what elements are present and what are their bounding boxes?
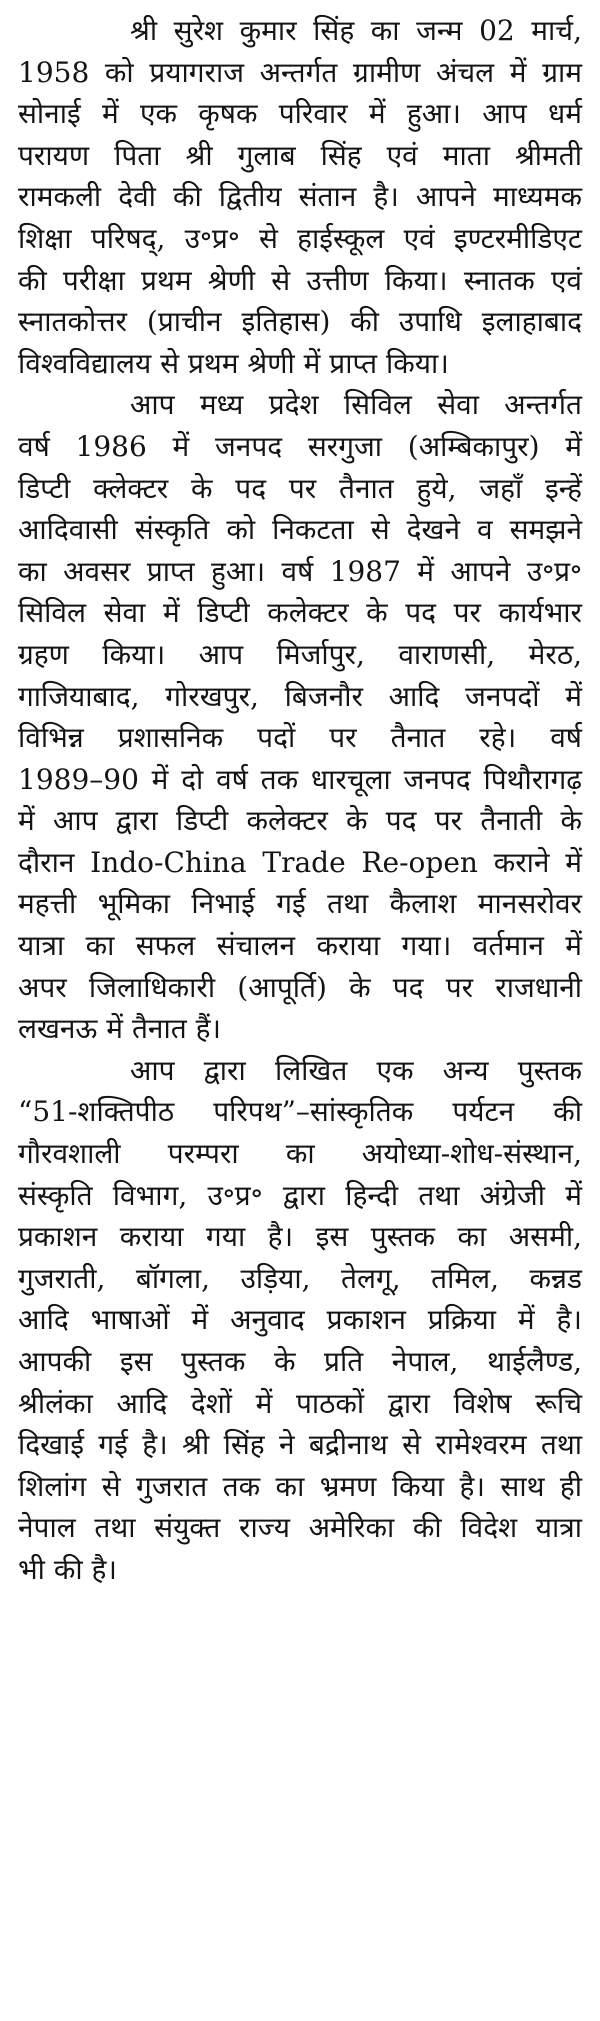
text-line: भी की है। bbox=[18, 1552, 117, 1586]
text-line: शिक्षा परिषद्, उ॰प्र॰ से हाईस्कूल एवं इण्टरमीडिएट bbox=[18, 221, 582, 255]
text-line: श्रीलंका आदि देशों में पाठकों द्वारा विशेष रूचि bbox=[18, 1386, 582, 1420]
text-line: आदि भाषाओं में अनुवाद प्रकाशन प्रक्रिया में है। bbox=[18, 1303, 582, 1337]
text-line: रामकली देवी की द्वितीय संतान है। आपने माध्यमक bbox=[18, 180, 582, 214]
text-line: सोनाई में एक कृषक परिवार में हुआ। आप धर्म bbox=[18, 97, 582, 131]
text-line: स्नातकोत्तर (प्राचीन इतिहास) की उपाधि इलाहाबाद bbox=[18, 305, 582, 339]
text-line: डिप्टी क्लेक्टर के पद पर तैनात हुये, जहाँ इन्हें bbox=[18, 471, 582, 505]
text-line: आदिवासी संस्कृति को निकटता से देखने व समझने bbox=[18, 513, 582, 547]
text-line: “51-शक्तिपीठ परिपथ”–सांस्कृतिक पर्यटन की bbox=[18, 1095, 582, 1129]
text-line: विश्वविद्यालय से प्रथम श्रेणी में प्राप्त किया। bbox=[18, 346, 449, 380]
text-line: का अवसर प्राप्त हुआ। वर्ष 1987 में आपने उ॰प्र॰ bbox=[18, 554, 582, 588]
text-line: आप मध्य प्रदेश सिविल सेवा अन्तर्गत bbox=[130, 388, 582, 422]
text-line: दिखाई गई है। श्री सिंह ने बद्रीनाथ से रामेश्वरम तथा bbox=[18, 1428, 582, 1462]
text-line: प्रकाशन कराया गया है। इस पुस्तक का असमी, bbox=[18, 1220, 582, 1254]
text-line: आप द्वारा लिखित एक अन्य पुस्तक bbox=[130, 1053, 582, 1087]
text-line: संस्कृति विभाग, उ॰प्र॰ द्वारा हिन्दी तथा अंग्रेजी में bbox=[18, 1178, 582, 1212]
text-line: अपर जिलाधिकारी (आपूर्ति) के पद पर राजधानी bbox=[18, 970, 582, 1004]
text-line: आपकी इस पुस्तक के प्रति नेपाल, थाईलैण्ड, bbox=[18, 1345, 582, 1378]
paragraph-birth-education bbox=[18, 10, 582, 384]
text-line: महत्ती भूमिका निभाई गई तथा कैलाश मानसरोवर bbox=[18, 887, 582, 921]
text-line: वर्ष 1986 में जनपद सरगुजा (अम्बिकापुर) में bbox=[18, 429, 582, 463]
text-line: यात्रा का सफल संचालन कराया गया। वर्तमान में bbox=[18, 929, 582, 963]
text-line: सिविल सेवा में डिप्टी कलेक्टर के पद पर कार्यभार bbox=[18, 596, 582, 630]
paragraph-publications-travel bbox=[18, 1050, 582, 1591]
text-line: गाजियाबाद, गोरखपुर, बिजनौर आदि जनपदों में bbox=[18, 679, 582, 713]
text-line: शिलांग से गुजरात तक का भ्रमण किया है। साथ ही bbox=[18, 1469, 582, 1503]
text-line: लखनऊ में तैनात हैं। bbox=[18, 1012, 222, 1046]
text-line: गुजराती, बॉगला, उड़िया, तेलगू, तमिल, कन्नड bbox=[18, 1261, 582, 1295]
text-line: की परीक्षा प्रथम श्रेणी से उत्तीण किया। स्नातक एवं bbox=[18, 263, 582, 297]
text-line: 1989–90 में दो वर्ष तक धारचूला जनपद पिथौरागढ़ bbox=[18, 762, 582, 796]
text-line: दौरान Indo-China Trade Re-open कराने में bbox=[18, 845, 582, 879]
text-line: में आप द्वारा डिप्टी कलेक्टर के पद पर तैनाती के bbox=[18, 804, 582, 838]
text-line: ग्रहण किया। आप मिर्जापुर, वाराणसी, मेरठ, bbox=[18, 637, 582, 671]
text-line: श्री सुरेश कुमार सिंह का जन्म 02 मार्च, bbox=[130, 14, 582, 47]
text-line: गौरवशाली परम्परा का अयोध्या-शोध-संस्थान, bbox=[18, 1137, 582, 1171]
text-line: परायण पिता श्री गुलाब सिंह एवं माता श्रीमती bbox=[18, 138, 582, 172]
text-line: विभिन्न प्रशासनिक पदों पर तैनात रहे। वर्ष bbox=[18, 721, 582, 755]
paragraph-career bbox=[18, 384, 582, 1050]
text-line: 1958 को प्रयागराज अन्तर्गत ग्रामीण अंचल में ग्राम bbox=[18, 55, 582, 89]
text-line: नेपाल तथा संयुक्त राज्य अमेरिका की विदेश यात्रा bbox=[18, 1511, 582, 1545]
